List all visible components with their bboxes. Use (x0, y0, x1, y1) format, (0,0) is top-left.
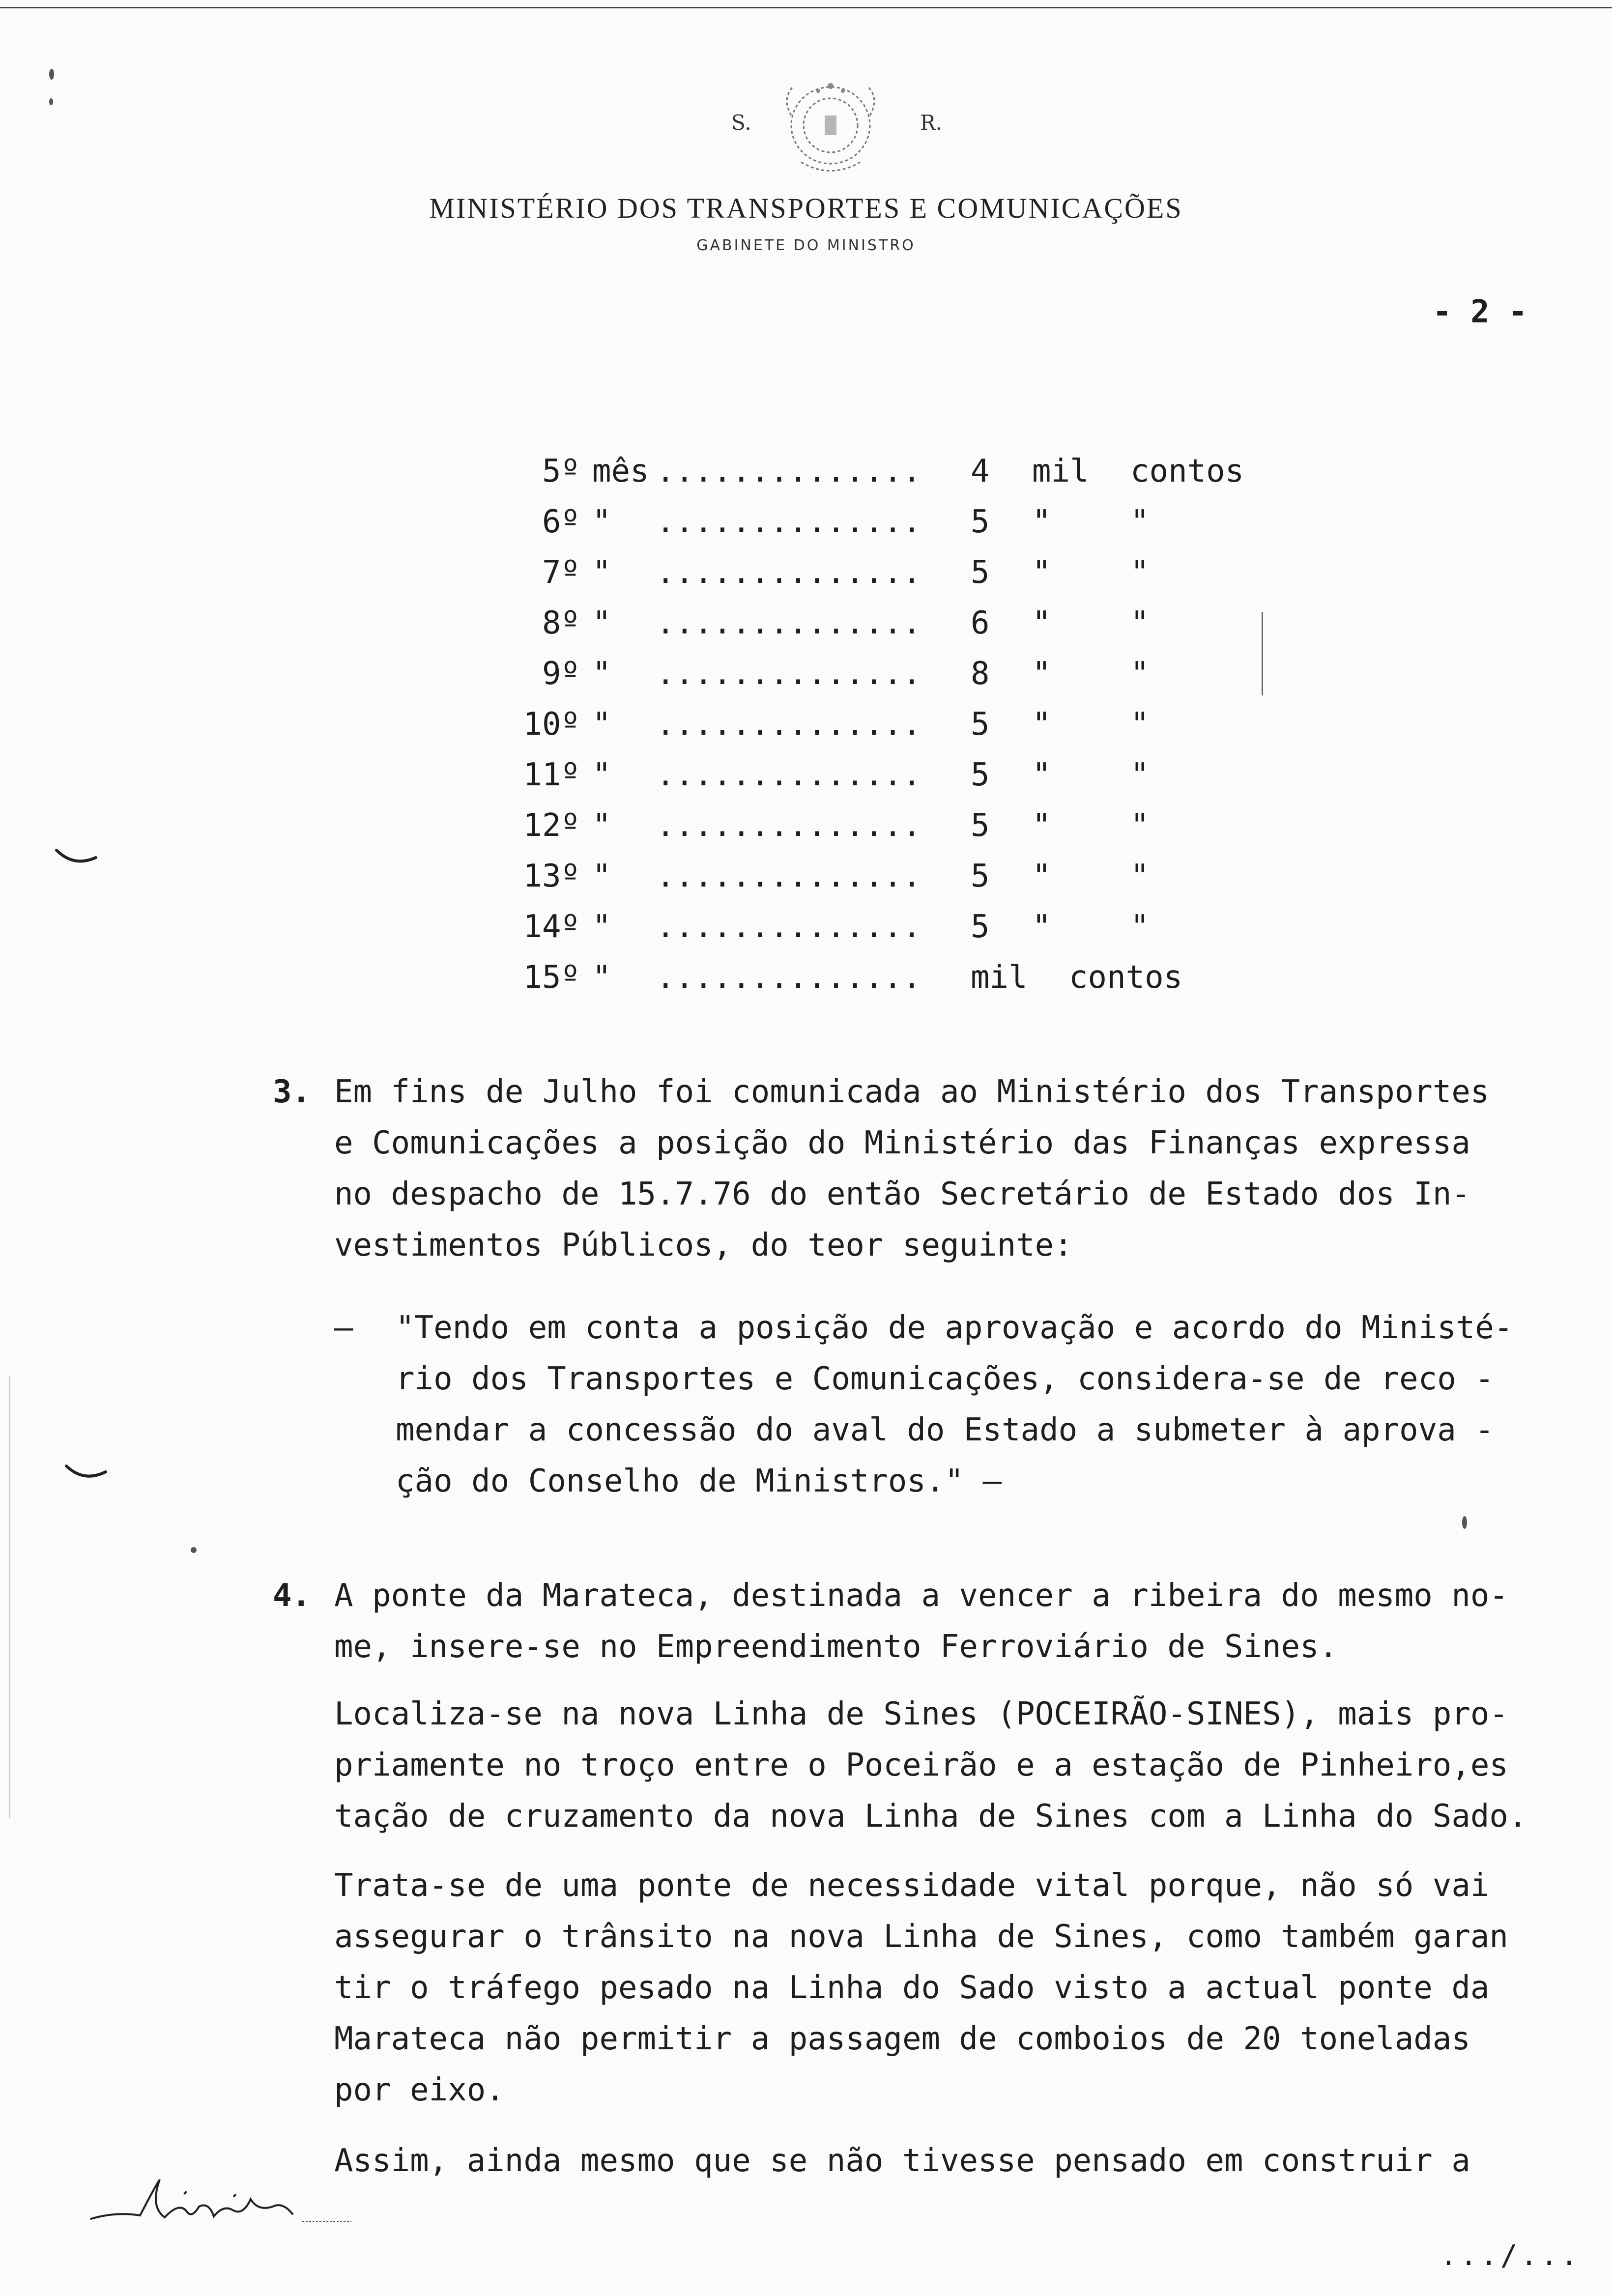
schedule-leader-dots: .............. (656, 858, 921, 894)
schedule-value: 5 (971, 909, 990, 945)
page-number: - 2 - (1433, 294, 1527, 330)
schedule-unit: mês (592, 453, 649, 489)
section-4-paragraph-2 (334, 1689, 1527, 1842)
text-line: no despacho de 15.7.76 do então Secretário de Estado dos In- (334, 1176, 1470, 1212)
schedule-unit-1: mil (1032, 453, 1089, 489)
schedule-unit: " (592, 858, 611, 894)
schedule-month: 5º (542, 453, 580, 489)
schedule-unit-2: contos (1130, 453, 1244, 489)
schedule-unit-2: " (1130, 909, 1150, 945)
schedule-unit: " (592, 554, 611, 591)
schedule-leader-dots: .............. (656, 959, 921, 996)
text-line: Em fins de Julho foi comunicada ao Ministério dos Transportes (334, 1074, 1490, 1110)
schedule-value: 5 (971, 706, 990, 743)
section-3-quote (396, 1302, 1513, 1507)
schedule-unit-2: " (1130, 605, 1150, 641)
schedule-value: 4 (971, 453, 990, 489)
schedule-month: 12º (523, 807, 580, 844)
text-line: vestimentos Públicos, do teor seguinte: (334, 1227, 1073, 1263)
cabinet-name: GABINETE DO MINISTRO (696, 237, 916, 254)
top-border-line (0, 7, 1612, 8)
scan-edge-line (9, 1376, 10, 1818)
schedule-unit-1: " (1032, 858, 1051, 894)
schedule-month: 11º (523, 757, 580, 793)
text-line: Localiza-se na nova Linha de Sines (POCEIRÃO-SINES), mais pro- (334, 1696, 1508, 1732)
schedule-leader-dots: .............. (656, 706, 921, 743)
text-line: ção do Conselho de Ministros." — (396, 1463, 1002, 1499)
schedule-unit: " (592, 757, 611, 793)
punch-hole-mark (64, 1462, 108, 1484)
text-line: Marateca não permitir a passagem de comboios de 20 toneladas (334, 2021, 1470, 2057)
text-line: tação de cruzamento da nova Linha de Sines com a Linha do Sado. (334, 1798, 1527, 1835)
section-4-number: 4. (273, 1578, 311, 1614)
section-4-paragraph-4 (334, 2135, 1470, 2186)
schedule-unit: " (592, 504, 611, 540)
text-line: A ponte da Marateca, destinada a vencer a ribeira do mesmo no- (334, 1578, 1508, 1614)
text-line: Trata-se de uma ponte de necessidade vital porque, não só vai (334, 1867, 1490, 1904)
section-3-number: 3. (273, 1074, 311, 1110)
section-3-paragraph (334, 1066, 1489, 1271)
schedule-unit-2: contos (1069, 959, 1183, 996)
schedule-unit-2: " (1130, 757, 1150, 793)
scan-speck (1462, 1516, 1467, 1529)
header-letter-right: R. (920, 111, 942, 135)
text-line: tir o tráfego pesado na Linha do Sado visto a actual ponte da (334, 1970, 1490, 2006)
schedule-unit-1: " (1032, 605, 1051, 641)
schedule-leader-dots: .............. (656, 807, 921, 844)
schedule-value: 5 (971, 504, 990, 540)
schedule-month: 15º (523, 959, 580, 996)
schedule-unit: " (592, 909, 611, 945)
schedule-month: 8º (542, 605, 580, 641)
handwritten-signature (86, 2172, 361, 2231)
schedule-unit-1: " (1032, 656, 1051, 692)
schedule-unit-2: " (1130, 504, 1150, 540)
schedule-unit-1: " (1032, 706, 1051, 743)
schedule-value: 5 (971, 858, 990, 894)
coat-of-arms-seal-icon (772, 69, 890, 182)
text-line: mendar a concessão do aval do Estado a submeter à aprova - (396, 1412, 1494, 1448)
schedule-value: 5 (971, 554, 990, 591)
schedule-month: 6º (542, 504, 580, 540)
ministry-name: MINISTÉRIO DOS TRANSPORTES E COMUNICAÇÕES (429, 192, 1183, 224)
schedule-value: 5 (971, 807, 990, 844)
schedule-leader-dots: .............. (656, 605, 921, 641)
header-letter-left: S. (731, 111, 751, 135)
schedule-unit-1: " (1032, 554, 1051, 591)
scan-line (1262, 612, 1263, 695)
schedule-unit-1: " (1032, 909, 1051, 945)
schedule-unit: " (592, 959, 611, 996)
text-line: e Comunicações a posição do Ministério das Finanças expressa (334, 1125, 1470, 1161)
quote-dash: — (334, 1310, 353, 1346)
text-line: me, insere-se no Empreendimento Ferroviário de Sines. (334, 1629, 1338, 1665)
schedule-unit: " (592, 706, 611, 743)
text-line: por eixo. (334, 2072, 505, 2108)
schedule-month: 7º (542, 554, 580, 591)
schedule-unit-2: " (1130, 858, 1150, 894)
schedule-month: 13º (523, 858, 580, 894)
schedule-leader-dots: .............. (656, 757, 921, 793)
schedule-month: 14º (523, 909, 580, 945)
section-4-paragraph-1 (334, 1570, 1508, 1672)
schedule-unit-1: " (1032, 504, 1051, 540)
text-line: Assim, ainda mesmo que se não tivesse pensado em construir a (334, 2143, 1470, 2179)
schedule-leader-dots: .............. (656, 504, 921, 540)
schedule-unit-1: mil (971, 959, 1028, 996)
text-line: priamente no troço entre o Poceirão e a estação de Pinheiro,es (334, 1747, 1508, 1783)
schedule-leader-dots: .............. (656, 909, 921, 945)
section-4-paragraph-3 (334, 1860, 1508, 2116)
scan-speck (49, 98, 53, 105)
schedule-unit-2: " (1130, 807, 1150, 844)
scan-speck (49, 69, 54, 80)
schedule-month: 10º (523, 706, 580, 743)
text-line: rio dos Transportes e Comunicações, considera-se de reco - (396, 1361, 1494, 1397)
schedule-unit-2: " (1130, 554, 1150, 591)
schedule-leader-dots: .............. (656, 656, 921, 692)
schedule-unit: " (592, 605, 611, 641)
schedule-month: 9º (542, 656, 580, 692)
schedule-leader-dots: .............. (656, 453, 921, 489)
schedule-unit-1: " (1032, 807, 1051, 844)
schedule-value: 5 (971, 757, 990, 793)
schedule-value: 8 (971, 656, 990, 692)
schedule-unit: " (592, 656, 611, 692)
text-line: assegurar o trânsito na nova Linha de Sines, como também garan (334, 1919, 1508, 1955)
continuation-mark: .../... (1440, 2239, 1581, 2272)
schedule-unit-1: " (1032, 757, 1051, 793)
schedule-unit-2: " (1130, 656, 1150, 692)
schedule-leader-dots: .............. (656, 554, 921, 591)
text-line: "Tendo em conta a posição de aprovação e acordo do Ministé- (396, 1310, 1513, 1346)
schedule-unit-2: " (1130, 706, 1150, 743)
scan-speck (191, 1547, 197, 1553)
punch-hole-mark (54, 848, 98, 867)
schedule-unit: " (592, 807, 611, 844)
schedule-value: 6 (971, 605, 990, 641)
